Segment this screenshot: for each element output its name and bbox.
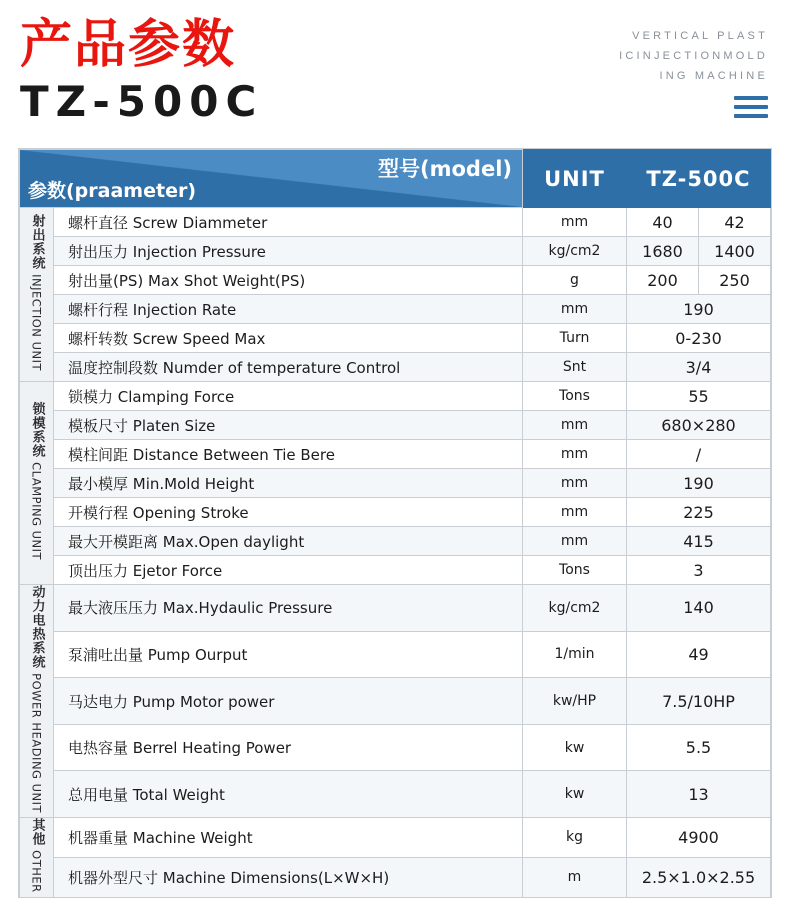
parameter-name: 马达电力 Pump Motor power <box>54 678 523 725</box>
hamburger-bar-2 <box>734 105 768 109</box>
parameter-name: 螺杆转数 Screw Speed Max <box>54 324 523 353</box>
spec-table-container <box>18 148 772 898</box>
table-row <box>20 353 771 382</box>
table-row <box>20 382 771 411</box>
group-label-en: INJECTION UNIT <box>29 270 44 371</box>
parameter-unit: 1/min <box>523 631 627 678</box>
parameter-value: 4900 <box>627 818 771 858</box>
parameter-value-1: 1680 <box>627 237 699 266</box>
parameter-name: 温度控制段数 Numder of temperature Control <box>54 353 523 382</box>
parameter-unit: kg/cm2 <box>523 237 627 266</box>
parameter-name: 机器重量 Machine Weight <box>54 818 523 858</box>
parameter-value: 49 <box>627 631 771 678</box>
parameter-value-2: 42 <box>699 208 771 237</box>
group-label-4 <box>20 818 54 898</box>
parameter-value-2: 1400 <box>699 237 771 266</box>
parameter-value: 190 <box>627 469 771 498</box>
parameter-unit: kg/cm2 <box>523 585 627 632</box>
table-row <box>20 469 771 498</box>
parameter-unit: mm <box>523 527 627 556</box>
header-model-label: 型号(model) <box>378 157 512 181</box>
group-label-cn: 其他 <box>29 818 45 847</box>
parameter-unit: mm <box>523 411 627 440</box>
tagline-line-1: VERTICAL PLAST <box>632 30 768 42</box>
table-row <box>20 498 771 527</box>
parameter-name: 最小模厚 Min.Mold Height <box>54 469 523 498</box>
parameter-name: 顶出压力 Ejetor Force <box>54 556 523 585</box>
parameter-name: 泵浦吐出量 Pump Ourput <box>54 631 523 678</box>
tagline-line-2: ICINJECTIONMOLD <box>619 50 768 62</box>
parameter-value: / <box>627 440 771 469</box>
parameter-unit: mm <box>523 498 627 527</box>
parameter-unit: m <box>523 857 627 897</box>
parameter-name: 模板尺寸 Platen Size <box>54 411 523 440</box>
group-label-cn: 动力电热系统 <box>29 585 45 669</box>
parameter-value: 13 <box>627 771 771 818</box>
table-row <box>20 857 771 897</box>
parameter-value: 5.5 <box>627 724 771 771</box>
parameter-value: 190 <box>627 295 771 324</box>
parameter-name: 射出压力 Injection Pressure <box>54 237 523 266</box>
parameter-unit: g <box>523 266 627 295</box>
parameter-value: 55 <box>627 382 771 411</box>
parameter-value: 680×280 <box>627 411 771 440</box>
page-title: 产品参数 <box>20 15 237 75</box>
table-row <box>20 631 771 678</box>
parameter-unit: Tons <box>523 556 627 585</box>
group-label-en: POWER HEADING UNIT <box>29 669 44 814</box>
parameter-unit: Tons <box>523 382 627 411</box>
parameter-unit: kw/HP <box>523 678 627 725</box>
parameter-unit: mm <box>523 440 627 469</box>
parameter-value: 0-230 <box>627 324 771 353</box>
hamburger-bar-3 <box>734 114 768 118</box>
parameter-name: 模柱间距 Distance Between Tie Bere <box>54 440 523 469</box>
parameter-name: 总用电量 Total Weight <box>54 771 523 818</box>
parameter-name: 电热容量 Berrel Heating Power <box>54 724 523 771</box>
table-row <box>20 295 771 324</box>
table-row <box>20 771 771 818</box>
table-row <box>20 237 771 266</box>
header-tagline <box>619 26 768 86</box>
parameter-unit: kw <box>523 771 627 818</box>
table-row <box>20 208 771 237</box>
spec-table-header-row <box>20 150 771 208</box>
table-row <box>20 527 771 556</box>
parameter-value: 225 <box>627 498 771 527</box>
parameter-value: 415 <box>627 527 771 556</box>
table-row <box>20 724 771 771</box>
spec-table <box>19 149 771 898</box>
page-subtitle-model: TZ-500C <box>20 76 264 126</box>
header-parameter-label: 参数(praameter) <box>28 180 197 202</box>
parameter-name: 螺杆直径 Screw Diammeter <box>54 208 523 237</box>
parameter-name: 最大开模距离 Max.Open daylight <box>54 527 523 556</box>
hamburger-bar-1 <box>734 96 768 100</box>
parameter-unit: mm <box>523 295 627 324</box>
table-row <box>20 818 771 858</box>
parameter-value: 3 <box>627 556 771 585</box>
parameter-value: 2.5×1.0×2.55 <box>627 857 771 897</box>
tagline-line-3: ING MACHINE <box>659 70 768 82</box>
parameter-unit: mm <box>523 469 627 498</box>
table-row <box>20 556 771 585</box>
parameter-name: 开模行程 Opening Stroke <box>54 498 523 527</box>
table-row <box>20 324 771 353</box>
parameter-value: 7.5/10HP <box>627 678 771 725</box>
parameter-value: 3/4 <box>627 353 771 382</box>
table-row <box>20 440 771 469</box>
group-label-cn: 锁模系统 <box>29 401 45 458</box>
parameter-unit: Snt <box>523 353 627 382</box>
table-row <box>20 585 771 632</box>
group-label-en: OTHER <box>29 846 44 893</box>
table-row <box>20 266 771 295</box>
table-row <box>20 678 771 725</box>
group-label-2 <box>20 382 54 585</box>
parameter-name: 锁模力 Clamping Force <box>54 382 523 411</box>
hamburger-menu-icon[interactable] <box>734 96 768 118</box>
page-header <box>0 0 790 148</box>
parameter-value-2: 250 <box>699 266 771 295</box>
parameter-value-1: 40 <box>627 208 699 237</box>
parameter-name: 机器外型尺寸 Machine Dimensions(L×W×H) <box>54 857 523 897</box>
header-type-label: TZ-500C <box>627 150 771 208</box>
parameter-value-1: 200 <box>627 266 699 295</box>
group-label-1 <box>20 208 54 382</box>
parameter-unit: kw <box>523 724 627 771</box>
table-row <box>20 411 771 440</box>
header-parameter-model-cell <box>20 150 523 208</box>
parameter-value: 140 <box>627 585 771 632</box>
parameter-name: 最大液压压力 Max.Hydaulic Pressure <box>54 585 523 632</box>
spec-table-body <box>20 208 771 898</box>
parameter-unit: mm <box>523 208 627 237</box>
parameter-unit: kg <box>523 818 627 858</box>
group-label-3 <box>20 585 54 818</box>
header-unit-label: UNIT <box>523 150 627 208</box>
group-label-en: CLAMPING UNIT <box>29 457 44 561</box>
parameter-unit: Turn <box>523 324 627 353</box>
group-label-cn: 射出系统 <box>29 214 45 270</box>
parameter-name: 射出量(PS) Max Shot Weight(PS) <box>54 266 523 295</box>
parameter-name: 螺杆行程 Injection Rate <box>54 295 523 324</box>
